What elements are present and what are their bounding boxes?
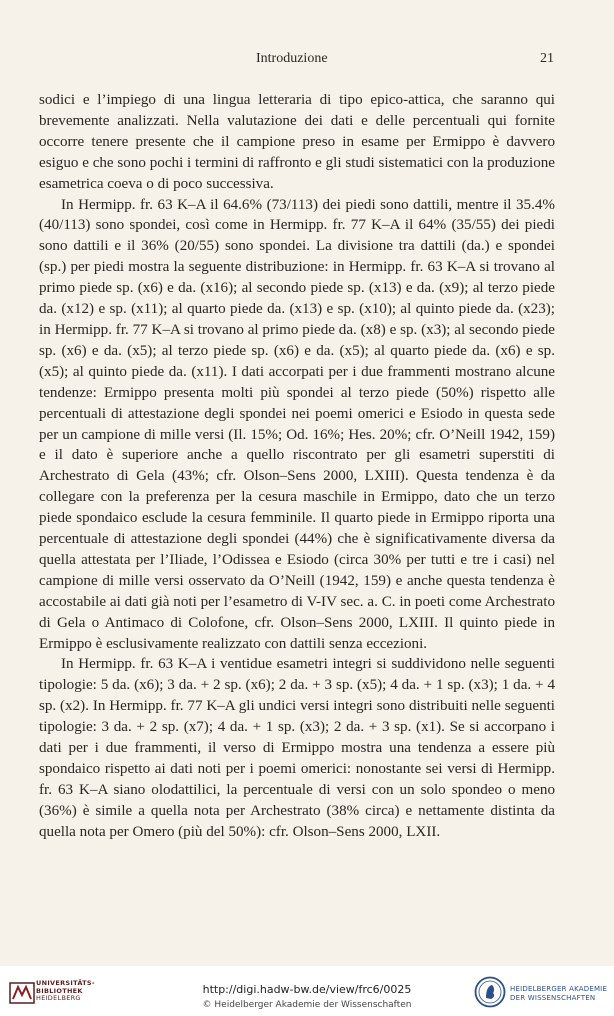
paragraph-verse-typologies: In Hermipp. fr. 63 K–A i ventidue esametri integri si suddividono nelle seguenti tipologie: 5 da. (x6); 3 da. + 2 sp. (x6); 2 da. + 3 sp. (x5); 4 da. + 1 sp. (x3); 1 da. + 4 sp. (x2). In Hermipp. fr. 77 K–A gli undici versi integri sono distribuiti nelle seguenti tipologie: 3 da. + 2 sp. (x7); 4 da. + 1 sp. (x3); 2 da. + 3 sp. (x1). Se si accorpano i dati per i due frammenti, il verso di Ermippo mostra una tendenza a essere più spondaico rispetto ai dati noti per i poemi omerici: nonostante sei versi di Hermipp. fr. 63 K–A siano olodattilici, la percentuale di versi con un solo spondeo o meno (36%) è simile a quella nota per Archestrato (38% circa) e nettamente distinta da quella nota per Omero (più del 50%): cfr. Olson–Sens 2000, LXII.	[39, 656, 555, 840]
library-name-line-3: HEIDELBERG	[36, 994, 81, 1003]
running-title: Introduzione	[256, 51, 328, 66]
copyright-notice: © Heidelberger Akademie der Wissenschaften	[202, 1000, 412, 1010]
footer-bar	[0, 966, 614, 1016]
library-name-line-1: UNIVERSITÄTS-	[36, 979, 95, 987]
paragraph-continuation: sodici e l’impiego di una lingua letteraria di tipo epico-attica, che saranno qui brevemente analizzati. Nella valutazione dei dati e delle percentuali qui fornite occorre tenere presente che il campione preso in esame per Ermippo è davvero esiguo e che sono pochi i termini di raffronto e gli studi sistematici con la produzione esametrica coeva o di poco successiva.	[39, 92, 555, 192]
academy-name-line-1: HEIDELBERGER AKADEMIE	[510, 985, 608, 993]
permalink-url[interactable]: http://digi.hadw-bw.de/view/frc6/0025	[202, 983, 412, 996]
page-number: 21	[540, 51, 554, 66]
library-name-line-2: BIBLIOTHEK	[36, 986, 83, 995]
academy-name-line-2: DER WISSENSCHAFTEN	[510, 994, 596, 1002]
academy-name	[510, 985, 607, 1003]
paragraph-foot-distribution: In Hermipp. fr. 63 K–A il 64.6% (73/113) dei piedi sono dattili, mentre il 35.4% (40/113) sono spondei, così come in Hermipp. fr. 77 K–A il 64% (35/55) dei piedi sono dattili e il 36% (20/55) sono spondei. La divisione tra dattili (da.) e spondei (sp.) per piedi mostra la seguente distribuzione: in Hermipp. fr. 63 K–A si trovano al primo piede sp. (x6) e da. (x16); al secondo piede sp. (x13) e da. (x9); al terzo piede da. (x12) e sp. (x11); al quarto piede da. (x13) e sp. (x10); al quinto piede da. (x23); in Hermipp. fr. 77 K–A si trovano al primo piede da. (x8) e sp. (x3); al secondo piede sp. (x6) e da. (x5); al terzo piede sp. (x6) e da. (x5); al quarto piede da. (x6) e sp. (x5); al quinto piede da. (x11). I dati accorpati per i due frammenti mostrano alcune tendenze: Ermippo presenta molti più spondei al terzo piede (50%) rispetto alle percentuali di attestazione degli spondei nei poemi omerici e Esiodo in questa sede per un campione di mille versi (Il. 15%; Od. 16%; Hes. 20%; cfr. O’Neill 1942, 159) e il dato è superiore anche a quello riscontrato per gli esametri superstiti di Archestrato di Gela (43%; cfr. Olson–Sens 2000, LXIII). Questa tendenza è da collegare con la preferenza per la cesura maschile in Ermippo, dato che un terzo piede spondaico esclude la cesura femminile. Il quarto piede in Ermippo riporta una percentuale di attestazione degli spondei (44%) che è significativamente diversa da quella attestata per l’Iliade, l’Odissea e Esiodo (circa 30% per tutti e tre i casi) nel campione di mille versi osservato da O’Neill (1942, 159) e anche questa tendenza è accostabile ai dati già noti per l’esametro di V-IV sec. a. C. in poeti come Archestrato di Gela o Antimaco di Colofone, cfr. Olson–Sens 2000, LXIII. Il quinto piede in Ermippo è esclusivamente realizzato con dattili senza eccezioni.	[39, 196, 555, 652]
academy-seal-icon	[474, 976, 506, 1008]
body-text	[39, 90, 555, 843]
